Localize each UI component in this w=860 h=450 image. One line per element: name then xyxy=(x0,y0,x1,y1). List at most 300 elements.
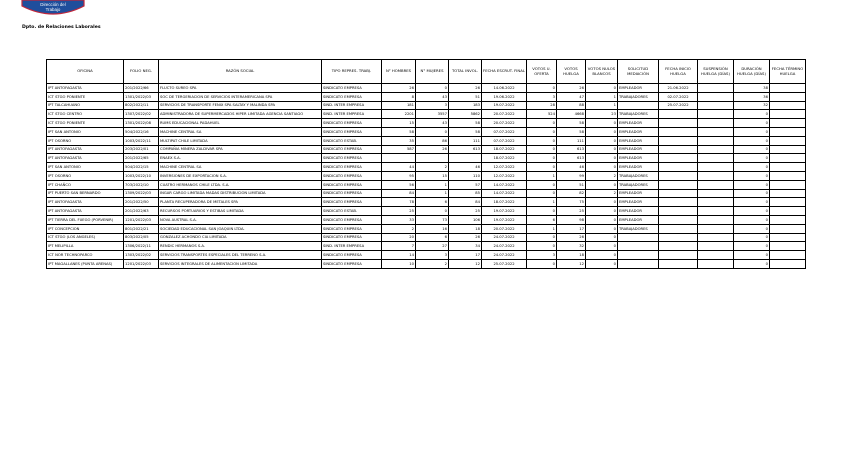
cell-razon-social: SOCIEDAD EDUCACIONAL SAN JOAQUIN LTDA. xyxy=(159,224,322,233)
cell-mujeres: 6 xyxy=(416,233,449,242)
cell-hombres: 26 xyxy=(382,84,416,93)
cell-votos-huelga: 25 xyxy=(557,207,586,216)
column-header-votos-huelga: VOTOS HUELGA xyxy=(557,60,586,84)
cell-votos-huelga: 51 xyxy=(557,180,586,189)
column-header-solicitud-mediacion: SOLICITUD MEDIACIÓN xyxy=(618,60,659,84)
cell-hombres: 58 xyxy=(382,127,416,136)
cell-votos-nulos: 0 xyxy=(586,145,618,154)
cell-votos-nulos: 0 xyxy=(586,136,618,145)
cell-votos-oferta: 0 xyxy=(527,154,557,163)
cell-total-invol: 58 xyxy=(449,127,482,136)
cell-duracion: 0 xyxy=(734,127,770,136)
cell-fecha-escrut: 20.07.2022 xyxy=(482,224,527,233)
cell-fecha-inicio xyxy=(659,198,698,207)
cell-total-invol: 111 xyxy=(449,136,482,145)
cell-duracion: 32 xyxy=(734,101,770,110)
cell-fecha-escrut: 25.07.2022 xyxy=(482,259,527,268)
cell-votos-oferta: 0 xyxy=(527,207,557,216)
cell-votos-nulos: 2 xyxy=(586,171,618,180)
cell-suspension xyxy=(698,84,734,93)
cell-tipo-repres: SINDICATO EMPRESA xyxy=(322,119,382,128)
table-row xyxy=(47,163,806,172)
cell-suspension xyxy=(698,180,734,189)
cell-razon-social: SERVICIOS TRANSPORTES ESPECIALES DEL TERRENO S.A. xyxy=(159,251,322,260)
cell-total-invol: 57 xyxy=(449,180,482,189)
cell-total-invol: 85 xyxy=(449,189,482,198)
cell-votos-oferta: 3 xyxy=(527,251,557,260)
cell-suspension xyxy=(698,242,734,251)
cell-votos-nulos: 0 xyxy=(586,259,618,268)
cell-hombres: 2201 xyxy=(382,110,416,119)
cell-tipo-repres: SINDICATO EMPRESA xyxy=(322,163,382,172)
cell-fecha-inicio xyxy=(659,180,698,189)
cell-tipo-repres: SINDICATO EMPRESA xyxy=(322,127,382,136)
cell-duracion: 0 xyxy=(734,119,770,128)
table-row xyxy=(47,259,806,268)
cell-fecha-inicio xyxy=(659,224,698,233)
cell-fecha-escrut: 24.07.2022 xyxy=(482,233,527,242)
cell-oficina: IPT ANTOFAGASTA xyxy=(47,198,124,207)
cell-oficina: ICT STGO (LOS ANGELES) xyxy=(47,233,124,242)
cell-folio: 1003/2022/10 xyxy=(124,171,159,180)
cell-fecha-inicio xyxy=(659,215,698,224)
cell-fecha-inicio xyxy=(659,127,698,136)
cell-oficina: IPT ANTOFAGASTA xyxy=(47,84,124,93)
cell-votos-huelga: 613 xyxy=(557,154,586,163)
cell-razon-social: ADMINISTRADORA DE SUPERMERCADOS HIPER LIMITADA AGENCIA SANTIAGO xyxy=(159,110,322,119)
cell-folio: 201/2022/63 xyxy=(124,207,159,216)
cell-oficina: IPT TIERRA DEL FUEGO (PORVENIR) xyxy=(47,215,124,224)
cell-hombres: 15 xyxy=(382,119,416,128)
cell-solicitud-mediacion xyxy=(618,242,659,251)
cell-votos-nulos: 0 xyxy=(586,207,618,216)
cell-razon-social: CUATRO HERMANOS CHILE LTDA. S.A. xyxy=(159,180,322,189)
cell-suspension xyxy=(698,251,734,260)
cell-fecha-escrut: 07.07.2022 xyxy=(482,127,527,136)
cell-suspension xyxy=(698,92,734,101)
cell-tipo-repres: SINDICATO EMPRESA xyxy=(322,145,382,154)
cell-razon-social: NOVA AUSTRAL S.A. xyxy=(159,215,322,224)
cell-total-invol: 34 xyxy=(449,242,482,251)
cell-total-invol: 110 xyxy=(449,171,482,180)
cell-duracion: 0 xyxy=(734,154,770,163)
cell-votos-huelga: 46 xyxy=(557,163,586,172)
logo-line1: Dirección del xyxy=(40,2,66,7)
cell-mujeres: 1 xyxy=(416,180,449,189)
column-header-hombres: N° HOMBRES xyxy=(382,60,416,84)
cell-votos-oferta: 1 xyxy=(527,224,557,233)
cell-razon-social: SERVICIOS DE TRANSPORTE FENIX SPA SALTAY Y MALINDA SPA xyxy=(159,101,322,110)
strikes-table xyxy=(46,59,806,269)
cell-votos-huelga: 111 xyxy=(557,136,586,145)
cell-total-invol: 106 xyxy=(449,215,482,224)
table-row xyxy=(47,101,806,110)
cell-oficina: ICT STGO PONIENTE xyxy=(47,119,124,128)
cell-razon-social: MULTIPAT CHILE LIMITADA xyxy=(159,136,322,145)
cell-duracion: 0 xyxy=(734,215,770,224)
cell-fecha-termino xyxy=(770,127,806,136)
cell-hombres: 35 xyxy=(382,136,416,145)
cell-tipo-repres: SINDICATO EMPRESA xyxy=(322,233,382,242)
cell-hombres: 2 xyxy=(382,224,416,233)
cell-solicitud-mediacion xyxy=(618,101,659,110)
cell-hombres: 10 xyxy=(382,259,416,268)
cell-duracion: 0 xyxy=(734,259,770,268)
cell-votos-oferta: 0 xyxy=(527,259,557,268)
cell-votos-oferta: 1 xyxy=(527,171,557,180)
cell-votos-huelga: 26 xyxy=(557,233,586,242)
cell-votos-nulos: 0 xyxy=(586,84,618,93)
cell-oficina: ICT NOR TECHNOPARCO xyxy=(47,251,124,260)
table-row xyxy=(47,251,806,260)
cell-votos-nulos: 0 xyxy=(586,251,618,260)
table-row xyxy=(47,171,806,180)
column-header-total-invol: TOTAL INVOL. xyxy=(449,60,482,84)
cell-fecha-termino xyxy=(770,180,806,189)
cell-votos-oferta: 524 xyxy=(527,110,557,119)
cell-duracion: 0 xyxy=(734,189,770,198)
cell-solicitud-mediacion: TRABAJADORES xyxy=(618,224,659,233)
cell-mujeres: 3557 xyxy=(416,110,449,119)
cell-tipo-repres: SINDICATO EMPRESA xyxy=(322,251,382,260)
table-body xyxy=(47,84,806,269)
cell-razon-social: PLANTA RECUPERADORA DE METALES SPA xyxy=(159,198,322,207)
cell-fecha-termino xyxy=(770,224,806,233)
cell-solicitud-mediacion: EMPLEADOR xyxy=(618,127,659,136)
column-header-razon-social: RAZÓN SOCIAL xyxy=(159,60,322,84)
cell-mujeres: 0 xyxy=(416,127,449,136)
cell-folio: 504/2022/16 xyxy=(124,127,159,136)
column-header-fecha-escrut: FECHA ESCRUT. FINAL xyxy=(482,60,527,84)
cell-hombres: 8 xyxy=(382,92,416,101)
cell-total-invol: 12 xyxy=(449,259,482,268)
cell-oficina: IPT PUERTO SAN BERNARDO xyxy=(47,189,124,198)
cell-votos-oferta: 0 xyxy=(527,180,557,189)
table-row xyxy=(47,224,806,233)
cell-razon-social: INGAR CARGO LIMITADA MADAS DISTRIBUCION LIMITADA xyxy=(159,189,322,198)
cell-razon-social: INVERSIONES DE EXPORTACION S.A. xyxy=(159,171,322,180)
cell-mujeres: 26 xyxy=(416,145,449,154)
table-row xyxy=(47,207,806,216)
cell-fecha-escrut: 20.07.2022 xyxy=(482,119,527,128)
cell-mujeres: 15 xyxy=(416,171,449,180)
cell-total-invol: 26 xyxy=(449,233,482,242)
cell-mujeres: 16 xyxy=(416,224,449,233)
table-row xyxy=(47,119,806,128)
cell-hombres: 25 xyxy=(382,207,416,216)
cell-razon-social: GONZALEZ ACHONDO CIA LIMITADA xyxy=(159,233,322,242)
cell-tipo-repres: SINDICATO EMPRESA xyxy=(322,215,382,224)
cell-fecha-inicio xyxy=(659,145,698,154)
cell-hombres: 95 xyxy=(382,171,416,180)
cell-tipo-repres: SINDICATO EMPRESA xyxy=(322,84,382,93)
cell-hombres: 56 xyxy=(382,180,416,189)
cell-suspension xyxy=(698,154,734,163)
cell-mujeres: 43 xyxy=(416,92,449,101)
cell-hombres: 33 xyxy=(382,215,416,224)
table-row xyxy=(47,110,806,119)
table-row xyxy=(47,215,806,224)
cell-solicitud-mediacion: EMPLEADOR xyxy=(618,163,659,172)
cell-solicitud-mediacion: EMPLEADOR xyxy=(618,145,659,154)
cell-fecha-inicio xyxy=(659,110,698,119)
column-header-votos-nulos: VOTOS NULOS BLANCOS xyxy=(586,60,618,84)
cell-total-invol: 84 xyxy=(449,198,482,207)
cell-votos-nulos: 0 xyxy=(586,224,618,233)
cell-total-invol xyxy=(449,154,482,163)
column-header-fecha-inicio: FECHA INICIO HUELGA xyxy=(659,60,698,84)
column-header-suspension: SUSPENSIÓN HUELGA (DÍAS) xyxy=(698,60,734,84)
table-row xyxy=(47,242,806,251)
column-header-duracion: DURACIÓN HUELGA (DÍAS) xyxy=(734,60,770,84)
cell-duracion: 0 xyxy=(734,224,770,233)
cell-solicitud-mediacion xyxy=(618,233,659,242)
cell-hombres: 181 xyxy=(382,101,416,110)
cell-suspension xyxy=(698,215,734,224)
cell-fecha-termino xyxy=(770,154,806,163)
cell-oficina: IPT MAGALLANES (PUNTA ARENAS) xyxy=(47,259,124,268)
cell-fecha-inicio xyxy=(659,207,698,216)
cell-razon-social: MACHINE CENTRAL SA xyxy=(159,127,322,136)
cell-folio: 1301/2022/03 xyxy=(124,92,159,101)
cell-suspension xyxy=(698,171,734,180)
cell-fecha-termino xyxy=(770,171,806,180)
cell-fecha-termino xyxy=(770,207,806,216)
cell-votos-oferta: 0 xyxy=(527,84,557,93)
cell-folio: 801/2022/21 xyxy=(124,224,159,233)
cell-mujeres: 3 xyxy=(416,251,449,260)
cell-fecha-termino xyxy=(770,84,806,93)
cell-fecha-termino xyxy=(770,251,806,260)
table-row xyxy=(47,84,806,93)
cell-solicitud-mediacion: EMPLEADOR xyxy=(618,189,659,198)
cell-suspension xyxy=(698,145,734,154)
cell-hombres: 587 xyxy=(382,145,416,154)
cell-votos-huelga: 82 xyxy=(557,189,586,198)
cell-hombres: 7 xyxy=(382,242,416,251)
cell-oficina: IPT OSORNO xyxy=(47,136,124,145)
cell-tipo-repres: SINDICATO EMPRESA xyxy=(322,224,382,233)
cell-hombres: 14 xyxy=(382,251,416,260)
cell-solicitud-mediacion: EMPLEADOR xyxy=(618,215,659,224)
cell-tipo-repres: SINDICATO EMPRESA xyxy=(322,259,382,268)
cell-tipo-repres: SINDICATO EMPRESA xyxy=(322,154,382,163)
cell-votos-huelga: 17 xyxy=(557,224,586,233)
cell-oficina: IPT ANTOFAGASTA xyxy=(47,207,124,216)
cell-fecha-inicio xyxy=(659,242,698,251)
cell-fecha-inicio: 02.07.2022 xyxy=(659,92,698,101)
cell-fecha-escrut: 07.07.2022 xyxy=(482,136,527,145)
cell-votos-nulos: 0 xyxy=(586,180,618,189)
cell-solicitud-mediacion: EMPLEADOR xyxy=(618,198,659,207)
cell-votos-nulos: 0 xyxy=(586,163,618,172)
cell-mujeres: 1 xyxy=(416,189,449,198)
cell-mujeres: 6 xyxy=(416,198,449,207)
cell-votos-nulos: 0 xyxy=(586,154,618,163)
cell-suspension xyxy=(698,189,734,198)
cell-fecha-termino xyxy=(770,119,806,128)
cell-duracion: 0 xyxy=(734,145,770,154)
cell-duracion: 0 xyxy=(734,171,770,180)
cell-tipo-repres: SIND. INTER EMPRESA xyxy=(322,110,382,119)
cell-duracion: 0 xyxy=(734,180,770,189)
cell-folio: 1309/2022/03 xyxy=(124,189,159,198)
cell-folio: 201/2022/66 xyxy=(124,84,159,93)
cell-folio: 1201/2022/03 xyxy=(124,259,159,268)
cell-votos-oferta: 28 xyxy=(527,101,557,110)
cell-fecha-termino xyxy=(770,189,806,198)
cell-razon-social: RUMS EDUCACIONAL PADAHUEL xyxy=(159,119,322,128)
cell-suspension xyxy=(698,163,734,172)
cell-solicitud-mediacion: TRABAJADORES xyxy=(618,92,659,101)
cell-fecha-termino xyxy=(770,215,806,224)
cell-fecha-escrut: 18.07.2022 xyxy=(482,145,527,154)
cell-votos-huelga: 58 xyxy=(557,127,586,136)
cell-folio: 201/2022/50 xyxy=(124,198,159,207)
cell-fecha-inicio xyxy=(659,171,698,180)
cell-votos-oferta: 0 xyxy=(527,145,557,154)
cell-total-invol: 613 xyxy=(449,145,482,154)
cell-suspension xyxy=(698,119,734,128)
cell-duracion: 0 xyxy=(734,207,770,216)
table-row xyxy=(47,92,806,101)
cell-fecha-escrut: 19.07.2022 xyxy=(482,101,527,110)
cell-total-invol: 18 xyxy=(449,224,482,233)
cell-total-invol: 5862 xyxy=(449,110,482,119)
cell-mujeres: 43 xyxy=(416,119,449,128)
cell-suspension xyxy=(698,207,734,216)
cell-suspension xyxy=(698,101,734,110)
cell-suspension xyxy=(698,259,734,268)
column-header-tipo-repres: TIPO REPRES. TRABJ. xyxy=(322,60,382,84)
cell-oficina: IPT CONCEPCION xyxy=(47,224,124,233)
cell-fecha-escrut: 18.07.2022 xyxy=(482,154,527,163)
cell-solicitud-mediacion: EMPLEADOR xyxy=(618,136,659,145)
cell-tipo-repres: SINDICATO EMPRESA xyxy=(322,92,382,101)
cell-votos-oferta: 0 xyxy=(527,136,557,145)
cell-mujeres: 73 xyxy=(416,215,449,224)
cell-votos-nulos: 23 xyxy=(586,110,618,119)
table-row xyxy=(47,233,806,242)
column-header-folio: FOLIO NEG. xyxy=(124,60,159,84)
cell-oficina: ICT STGO PONIENTE xyxy=(47,92,124,101)
table-row xyxy=(47,127,806,136)
cell-fecha-termino xyxy=(770,198,806,207)
cell-oficina: IPT ANTOFAGASTA xyxy=(47,145,124,154)
cell-oficina: IPT CHAÑCO xyxy=(47,180,124,189)
cell-duracion: 0 xyxy=(734,136,770,145)
cell-votos-oferta: 1 xyxy=(527,198,557,207)
cell-votos-huelga: 75 xyxy=(557,198,586,207)
cell-razon-social: FLUCTO SUREO SPA xyxy=(159,84,322,93)
cell-razon-social: SERVICIOS INTEGRALES DE ALIMENTACION LIMITADA xyxy=(159,259,322,268)
column-header-votos-oferta: VOTOS U. OFERTA xyxy=(527,60,557,84)
department-label: Dpto. de Relaciones Laborales xyxy=(22,25,101,30)
cell-votos-huelga: 4668 xyxy=(557,110,586,119)
table-row xyxy=(47,136,806,145)
cell-hombres xyxy=(382,154,416,163)
cell-solicitud-mediacion: TRABAJADORES xyxy=(618,180,659,189)
cell-votos-nulos: 0 xyxy=(586,233,618,242)
cell-folio: 201/2022/65 xyxy=(124,154,159,163)
cell-votos-nulos: 2 xyxy=(586,189,618,198)
cell-votos-huelga: 613 xyxy=(557,145,586,154)
cell-votos-oferta: 0 xyxy=(527,163,557,172)
cell-fecha-escrut: 20.07.2022 xyxy=(482,110,527,119)
cell-solicitud-mediacion: EMPLEADOR xyxy=(618,154,659,163)
cell-tipo-repres: SIND. INTER EMPRESA xyxy=(322,101,382,110)
cell-solicitud-mediacion: TRABAJADORES xyxy=(618,110,659,119)
cell-votos-huelga: 58 xyxy=(557,119,586,128)
cell-solicitud-mediacion: TRABAJADORES xyxy=(618,171,659,180)
cell-folio: 1201/2022/03 xyxy=(124,215,159,224)
cell-votos-oferta: 0 xyxy=(527,189,557,198)
cell-votos-huelga: 18 xyxy=(557,251,586,260)
cell-votos-huelga: 32 xyxy=(557,242,586,251)
cell-total-invol: 25 xyxy=(449,207,482,216)
cell-hombres: 78 xyxy=(382,198,416,207)
cell-folio: 1307/2022/02 xyxy=(124,110,159,119)
cell-fecha-escrut: 19.07.2022 xyxy=(482,207,527,216)
cell-fecha-inicio xyxy=(659,163,698,172)
cell-suspension xyxy=(698,110,734,119)
cell-duracion: 36 xyxy=(734,92,770,101)
direccion-del-trabajo-logo xyxy=(18,0,88,22)
cell-oficina: IPT ANTOFAGASTA xyxy=(47,154,124,163)
cell-fecha-inicio xyxy=(659,119,698,128)
cell-votos-huelga: 99 xyxy=(557,171,586,180)
cell-votos-nulos: 1 xyxy=(586,92,618,101)
cell-votos-nulos: 0 xyxy=(586,119,618,128)
cell-duracion: 0 xyxy=(734,251,770,260)
cell-duracion: 0 xyxy=(734,163,770,172)
column-header-oficina: OFICINA xyxy=(47,60,124,84)
cell-oficina: ICT STGO CENTRO xyxy=(47,110,124,119)
cell-oficina: IPT OSORNO xyxy=(47,171,124,180)
cell-oficina: IPT TALCAHUANO xyxy=(47,101,124,110)
cell-fecha-escrut: 19.06.2022 xyxy=(482,92,527,101)
cell-duracion: 38 xyxy=(734,84,770,93)
cell-folio: 1003/2022/11 xyxy=(124,136,159,145)
cell-votos-nulos: 0 xyxy=(586,127,618,136)
cell-mujeres: 0 xyxy=(416,207,449,216)
cell-fecha-inicio xyxy=(659,154,698,163)
cell-fecha-escrut: 14.07.2022 xyxy=(482,189,527,198)
cell-folio: 703/2022/10 xyxy=(124,180,159,189)
cell-fecha-inicio xyxy=(659,251,698,260)
cell-fecha-escrut: 18.07.2022 xyxy=(482,198,527,207)
cell-mujeres: 0 xyxy=(416,84,449,93)
table-row xyxy=(47,145,806,154)
cell-razon-social: COMPAÑIA MINERA ZALDIVAR SPA xyxy=(159,145,322,154)
cell-folio: 1303/2022/02 xyxy=(124,251,159,260)
cell-fecha-termino xyxy=(770,110,806,119)
table-header-row xyxy=(47,60,806,84)
column-header-mujeres: N° MUJERES xyxy=(416,60,449,84)
table-row xyxy=(47,198,806,207)
cell-hombres: 44 xyxy=(382,163,416,172)
cell-votos-oferta: 6 xyxy=(527,215,557,224)
cell-razon-social: RECURSOS PORTUARIOS Y ESTIBAS LIMITADA xyxy=(159,207,322,216)
cell-oficina: IPT SAN ANTONIO xyxy=(47,163,124,172)
cell-fecha-termino xyxy=(770,163,806,172)
cell-fecha-termino xyxy=(770,101,806,110)
cell-votos-nulos: 0 xyxy=(586,198,618,207)
cell-folio: 1301/2022/08 xyxy=(124,119,159,128)
cell-solicitud-mediacion: EMPLEADOR xyxy=(618,84,659,93)
cell-tipo-repres: SINDICATO EMPRESA xyxy=(322,180,382,189)
cell-fecha-escrut: 12.07.2022 xyxy=(482,163,527,172)
